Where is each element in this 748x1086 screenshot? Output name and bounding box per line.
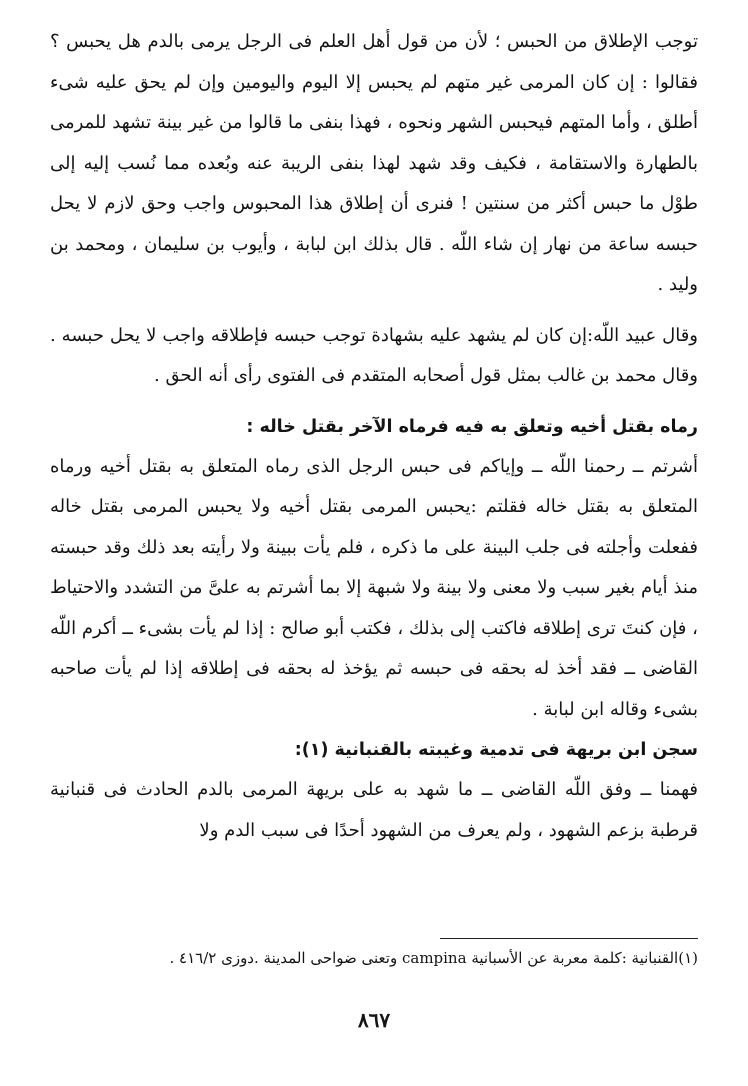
section-heading-1: رماه بقتل أخيه وتعلق به فيه فرماه الآخر بقتل خاله : xyxy=(246,416,698,437)
paragraph-1: توجب الإطلاق من الحبس ؛ لأن من قول أهل العلم فى الرجل يرمى بالدم هل يحبس ؟ فقالوا : إن كان المرمى غير متهم لم يحبس إلا اليوم واليومين وإن لم يحق عليه شىء أطلق ، وأما المتهم فيحبس الشهر ونحوه ، فهذا بنفى ما قالوا من غير بينة تشهد للمرمى بالطهارة والاستقامة ، فكيف وقد شهد لهذا بنفى الريبة عنه وبُعده مما نُسب إليه إلى طوْل ما حبس أكثر من سنتين ! فنرى أن إطلاق هذا المحبوس واجب وحق لازم لا يحل حبسه ساعة من نهار إن شاء اللّه . قال بذلك ابن لبابة ، وأيوب بن سليمان ، ومحمد بن وليد . xyxy=(50,31,698,295)
page-body xyxy=(50,22,698,851)
footnote: (١)القنبانية :كلمة معربة عن الأسبانية campina وتعنى ضواحى المدينة .دوزى ٤١٦/٢ . xyxy=(169,949,698,967)
paragraph-2: وقال عبيد اللّه:إن كان لم يشهد عليه بشهادة توجب حبسه فإطلاقه واجب لا يحل حبسه . وقال محمد بن غالب بمثل قول أصحابه المتقدم فى الفتوى رأى أنه الحق . xyxy=(50,324,698,386)
section-heading-2: سجن ابن بريهة فى تدمية وغيبته بالقنبانية (١): xyxy=(294,740,698,760)
paragraph-4: فهمنا ــ وفق اللّه القاضى ــ ما شهد به على بريهة المرمى بالدم الحادث فى قنبانية قرطبة بزعم الشهود ، ولم يعرف من الشهود أحدًا فى سبب الدم ولا xyxy=(50,779,698,841)
footnote-divider xyxy=(440,938,698,939)
page-number: ٨٦٧ xyxy=(357,1008,391,1032)
paragraph-3: أشرتم ــ رحمنا اللّه ــ وإياكم فى حبس الرجل الذى رماه المتعلق به بقتل أخيه ورماه المتعلق به بقتل خاله فقلتم :يحبس المرمى بقتل أخيه ولا يحبس المرمى بقتل خاله ففعلت وأجلته فى جلب البينة على ما ذكره ، فلم يأت ببينة ولا رأيته بعد ذلك وقد حبسته منذ أيام بغير سبب ولا معنى ولا بينة ولا شبهة إلا بما أشرتم به علىَّ من التشدد والاحتياط ، فإن كنتَ ترى إطلاقه فاكتب إلى بذلك ، فكتب أبو صالح : إذا لم يأت بشىء ــ أكرم اللّه القاضى ــ فقد أخذ له بحقه فى حبسه ثم يؤخذ له بحقه فى إطلاقه إذا لم يأت صاحبه بشىء وقاله ابن لبابة . xyxy=(50,455,698,720)
